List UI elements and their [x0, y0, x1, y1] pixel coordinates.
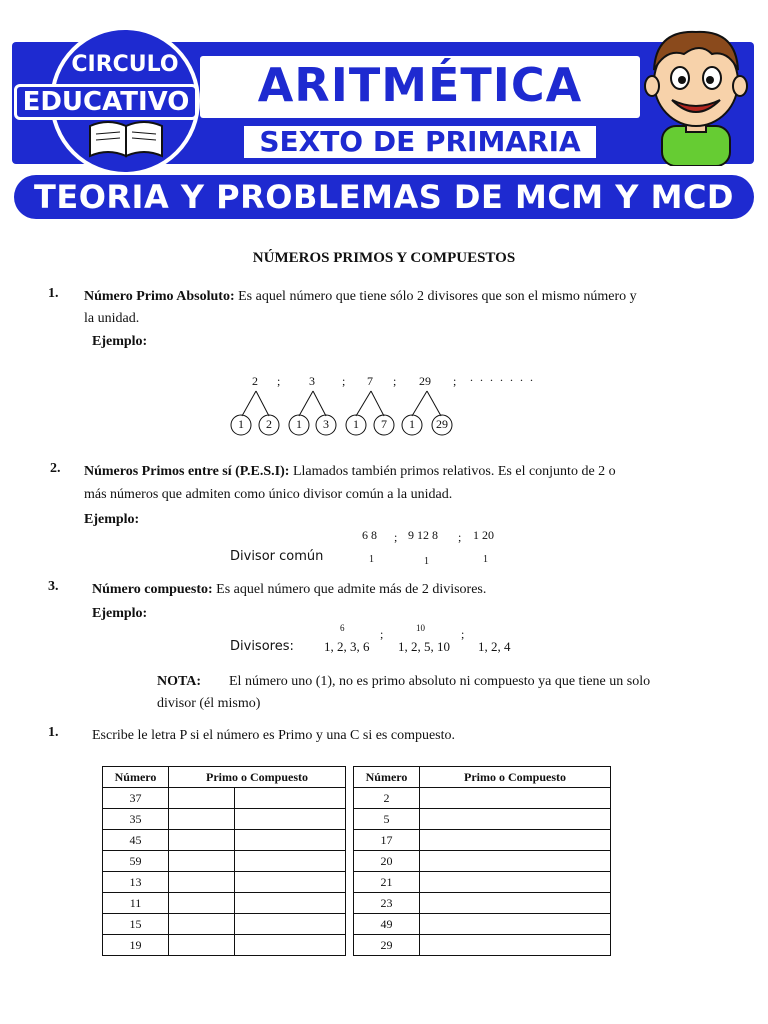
answer-cell[interactable]: [169, 872, 235, 893]
number-cell: 49: [354, 914, 420, 935]
table-row: [103, 809, 346, 830]
answer-cell[interactable]: [235, 809, 346, 830]
page-title: ARITMÉTICA: [257, 58, 583, 112]
prime-tree-diagram: [0, 366, 768, 436]
example-label: Ejemplo:: [92, 334, 148, 349]
number-cell: 11: [103, 893, 169, 914]
set-a: 6 8: [362, 528, 377, 542]
example-label: Ejemplo:: [84, 512, 140, 527]
prime-value: 3: [309, 374, 315, 388]
term: Números Primos entre sí (P.E.S.I):: [84, 464, 290, 479]
prime-value: 2: [252, 374, 258, 388]
separator: ;: [342, 374, 346, 388]
answer-cell[interactable]: [420, 893, 611, 914]
divisor-value: 1: [296, 417, 302, 431]
table-row: [103, 830, 346, 851]
logo-text-bottom: EDUCATIVO: [14, 84, 198, 120]
open-book-icon: [86, 118, 166, 160]
answer-cell[interactable]: [235, 851, 346, 872]
note-text: El número uno (1), no es primo absoluto ni compuesto ya que tiene un solo: [229, 674, 651, 689]
answer-cell[interactable]: [169, 830, 235, 851]
table-row: [103, 914, 346, 935]
common-divisor: 1: [483, 554, 488, 565]
column-header: Primo o Compuesto: [420, 767, 611, 788]
answer-cell[interactable]: [235, 872, 346, 893]
table-row: [103, 872, 346, 893]
table-row: [103, 893, 346, 914]
cartoon-boy-icon: [640, 20, 752, 166]
term: Número Primo Absoluto:: [84, 289, 235, 304]
answer-cell[interactable]: [169, 788, 235, 809]
divisor-value: 3: [323, 417, 329, 431]
term: Número compuesto:: [92, 582, 213, 597]
definition-text-cont: más números que admiten como único divisor común a la unidad.: [84, 487, 453, 502]
item-number: 1.: [48, 286, 59, 301]
note-label: NOTA:: [157, 674, 202, 689]
common-divisor: 1: [424, 556, 429, 567]
answer-cell[interactable]: [235, 893, 346, 914]
composite-number: 6: [340, 623, 345, 633]
definition-text-cont: la unidad.: [84, 311, 140, 326]
separator: ;: [277, 374, 281, 388]
divisor-list: 1, 2, 5, 10: [398, 639, 450, 654]
row-label: Divisor común: [230, 549, 324, 564]
answer-cell[interactable]: [235, 914, 346, 935]
separator: ;: [453, 374, 457, 388]
table-row: [354, 893, 611, 914]
table-row: [103, 851, 346, 872]
ellipsis: . . . . . . .: [470, 370, 535, 384]
table-row: [354, 788, 611, 809]
column-header: Número: [354, 767, 420, 788]
separator: ;: [461, 627, 465, 641]
answer-cell[interactable]: [169, 851, 235, 872]
column-header: Número: [103, 767, 169, 788]
prime-value: 29: [419, 374, 431, 388]
table-row: [354, 872, 611, 893]
definition-text: Llamados también primos relativos. Es el conjunto de 2 o: [292, 464, 616, 479]
divisor-list: 1, 2, 4: [478, 639, 511, 654]
item-number: 3.: [48, 579, 59, 594]
answer-cell[interactable]: [169, 893, 235, 914]
example-label: Ejemplo:: [92, 606, 148, 621]
number-cell: 19: [103, 935, 169, 956]
exercise-number: 1.: [48, 725, 59, 740]
note-text-cont: divisor (él mismo): [157, 696, 261, 711]
divisor-value: 29: [436, 417, 448, 431]
answer-cell[interactable]: [420, 788, 611, 809]
number-cell: 21: [354, 872, 420, 893]
definition-text: Es aquel número que admite más de 2 divisores.: [216, 582, 487, 597]
subtitle: TEORIA Y PROBLEMAS DE MCM Y MCD: [34, 178, 734, 216]
answer-cell[interactable]: [420, 872, 611, 893]
set-c: 1 20: [473, 528, 494, 542]
grade-label: SEXTO DE PRIMARIA: [259, 125, 581, 158]
number-cell: 45: [103, 830, 169, 851]
answer-cell[interactable]: [169, 809, 235, 830]
composite-number: 10: [416, 623, 425, 633]
answer-cell[interactable]: [235, 830, 346, 851]
table-row: [354, 914, 611, 935]
number-cell: 13: [103, 872, 169, 893]
table-row: [354, 809, 611, 830]
divisor-list: 1, 2, 3, 6: [324, 639, 370, 654]
table-row: [354, 830, 611, 851]
definition-text: Es aquel número que tiene sólo 2 divisores que son el mismo número y: [238, 289, 637, 304]
table-row: [354, 935, 611, 956]
answer-cell[interactable]: [235, 935, 346, 956]
separator: ;: [458, 530, 462, 544]
divisor-value: 1: [353, 417, 359, 431]
column-header: Primo o Compuesto: [169, 767, 346, 788]
common-divisor: 1: [369, 554, 374, 565]
answer-cell[interactable]: [420, 914, 611, 935]
answer-cell[interactable]: [420, 830, 611, 851]
table-row: [354, 851, 611, 872]
number-cell: 2: [354, 788, 420, 809]
separator: ;: [393, 374, 397, 388]
item-number: 2.: [50, 461, 61, 476]
row-label: Divisores:: [230, 639, 294, 654]
divisor-value: 1: [409, 417, 415, 431]
exercise-table-right: [353, 766, 611, 956]
set-b: 9 12 8: [408, 528, 438, 542]
answer-cell[interactable]: [169, 914, 235, 935]
separator: ;: [394, 530, 398, 544]
section-title: NÚMEROS PRIMOS Y COMPUESTOS: [252, 250, 516, 266]
number-cell: 15: [103, 914, 169, 935]
logo-text-top: CIRCULO: [71, 52, 179, 77]
number-cell: 59: [103, 851, 169, 872]
divisor-value: 1: [238, 417, 244, 431]
number-cell: 17: [354, 830, 420, 851]
divisor-value: 7: [381, 417, 387, 431]
number-cell: 23: [354, 893, 420, 914]
table-row: [103, 935, 346, 956]
divisor-value: 2: [266, 417, 272, 431]
number-cell: 35: [103, 809, 169, 830]
prime-value: 7: [367, 374, 373, 388]
number-cell: 20: [354, 851, 420, 872]
answer-cell[interactable]: [235, 788, 346, 809]
exercise-table-left: [102, 766, 346, 956]
table-row: [103, 788, 346, 809]
number-cell: 37: [103, 788, 169, 809]
number-cell: 29: [354, 935, 420, 956]
answer-cell[interactable]: [169, 935, 235, 956]
answer-cell[interactable]: [420, 935, 611, 956]
separator: ;: [380, 627, 384, 641]
number-cell: 5: [354, 809, 420, 830]
exercise-instructions: Escribe le letra P si el número es Primo y una C si es compuesto.: [92, 728, 456, 743]
answer-cell[interactable]: [420, 809, 611, 830]
answer-cell[interactable]: [420, 851, 611, 872]
